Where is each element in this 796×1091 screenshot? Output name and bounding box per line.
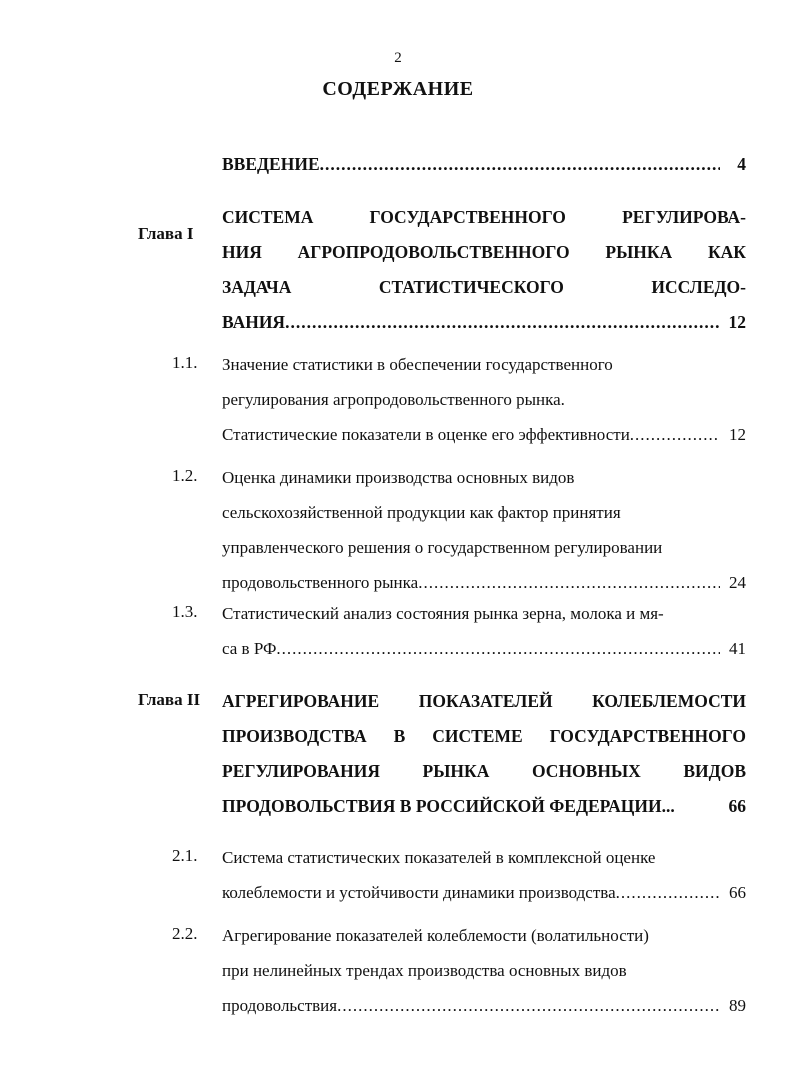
toc-line <box>222 789 746 824</box>
entry-text: ПРОДОВОЛЬСТВИЯ В РОССИЙСКОЙ ФЕДЕРАЦИИ... <box>222 796 675 816</box>
page-ref: 12 <box>729 425 746 444</box>
toc-line: ЗАДАЧА СТАТИСТИЧЕСКОГО ИССЛЕДО- <box>222 277 746 297</box>
toc-line <box>222 565 746 600</box>
toc-line <box>222 417 746 452</box>
entry-text: са в РФ <box>222 639 277 658</box>
entry-text: колеблемости и устойчивости динамики производства <box>222 883 616 902</box>
entry-text: ВВЕДЕНИЕ <box>222 154 320 174</box>
section-number: 2.2. <box>172 924 198 943</box>
leader-dots <box>630 417 720 452</box>
toc-line <box>222 305 746 340</box>
toc-line <box>222 875 746 910</box>
page-number: 2 <box>394 50 402 66</box>
page-title: СОДЕРЖАНИЕ <box>322 78 474 100</box>
toc-line: регулирования агропродовольственного рынка. <box>222 390 565 409</box>
toc-line: сельскохозяйственной продукции как фактор принятия <box>222 503 621 522</box>
toc-line: Значение статистики в обеспечении государственного <box>222 355 613 374</box>
page-ref: 4 <box>737 154 746 174</box>
chapter-label: Глава I <box>138 224 194 243</box>
toc-line <box>222 147 746 182</box>
section-number: 1.2. <box>172 466 198 485</box>
leader-dots <box>418 565 720 600</box>
entry-text: продовольственного рынка <box>222 573 419 592</box>
toc-line: РЕГУЛИРОВАНИЯ РЫНКА ОСНОВНЫХ ВИДОВ <box>222 761 746 781</box>
toc-line: ПРОИЗВОДСТВА В СИСТЕМЕ ГОСУДАРСТВЕННОГО <box>222 726 746 746</box>
toc-line <box>222 631 746 666</box>
toc-line: Агрегирование показателей колеблемости (волатильности) <box>222 926 649 945</box>
section-number: 1.3. <box>172 602 198 621</box>
entry-text: продовольствия <box>222 996 338 1015</box>
toc-line: НИЯ АГРОПРОДОВОЛЬСТВЕННОГО РЫНКА КАК <box>222 242 746 262</box>
page-ref: 66 <box>729 883 746 902</box>
page-ref: 41 <box>729 639 746 658</box>
section-number: 1.1. <box>172 353 198 372</box>
toc-line: управленческого решения о государственном регулировании <box>222 538 663 557</box>
toc-line: Статистический анализ состояния рынка зерна, молока и мя- <box>222 604 664 623</box>
leader-dots <box>276 631 720 666</box>
toc-line <box>222 988 746 1023</box>
leader-dots <box>616 875 720 910</box>
section-number: 2.1. <box>172 846 198 865</box>
leader-dots <box>285 305 720 340</box>
entry-text: Статистические показатели в оценке его эффективности <box>222 425 630 444</box>
toc-line: при нелинейных трендах производства основных видов <box>222 961 627 980</box>
page-ref: 66 <box>728 796 746 816</box>
page-ref: 89 <box>729 996 746 1015</box>
toc-line: СИСТЕМА ГОСУДАРСТВЕННОГО РЕГУЛИРОВА- <box>222 207 746 227</box>
page-ref: 12 <box>728 312 746 332</box>
leader-dots <box>320 147 720 182</box>
entry-text: ВАНИЯ <box>222 312 286 332</box>
toc-line: Система статистических показателей в комплексной оценке <box>222 848 656 867</box>
page-ref: 24 <box>729 573 746 592</box>
chapter-label: Глава II <box>138 690 201 709</box>
toc-line: Оценка динамики производства основных видов <box>222 468 575 487</box>
toc-line: АГРЕГИРОВАНИЕ ПОКАЗАТЕЛЕЙ КОЛЕБЛЕМОСТИ <box>222 691 746 711</box>
leader-dots <box>337 988 720 1023</box>
